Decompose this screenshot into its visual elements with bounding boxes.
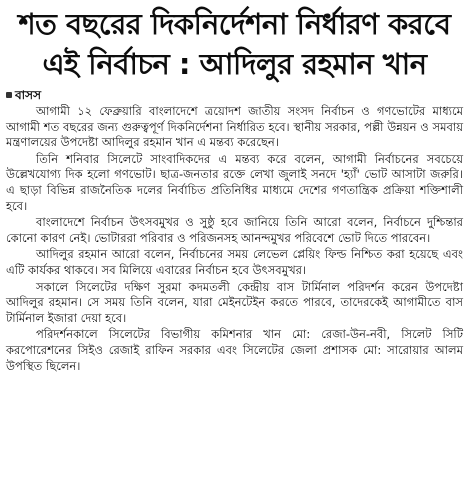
byline-source: বাসস [15, 88, 42, 102]
paragraph-2: তিনি শনিবার সিলেটে সাংবাদিকদের এ মন্তব্য করে বলেন, আগামী নির্বাচনের সবচেয়ে উল্লেখযোগ্য দিক হলো গণভোট। ছাত্র-জনতার রক্তে লেখা জুলাই সনদে 'হ্যাঁ' ভোট আসাটা জরুরি। এ ছাড়া বিভিন্ন রাজনৈতিক দলের নির্বাচিত প্রতিনিধির মাধ্যমে দেশের গণতান্ত্রিক প্রক্রিয়া শক্তিশালী হবে। [6, 151, 463, 213]
article-body [0, 104, 469, 374]
headline [0, 0, 469, 84]
bullet-icon [6, 92, 12, 98]
paragraph-4: আদিলুর রহমান আরো বলেন, নির্বাচনের সময় লেভেল প্লেয়িং ফিল্ড নিশ্চিত করা হয়েছে এবং এটি কার্যকর থাকবে। সব মিলিয়ে এবারের নির্বাচন হবে উৎসবমুখর। [6, 247, 463, 277]
paragraph-1: আগামী ১২ ফেব্রুয়ারি বাংলাদেশে ত্রয়োদশ জাতীয় সংসদ নির্বাচন ও গণভোটের মাধ্যমে আগামী শত বছরের জন্য গুরুত্বপূর্ণ দিকনির্দেশনা নির্ধারিত হবে। স্থানীয় সরকার, পল্লী উন্নয়ন ও সমবায় মন্ত্রণালয়ের উপদেষ্টা আদিলুর রহমান খান এ মন্তব্য করেছেন। [6, 104, 463, 150]
paragraph-6: পরিদর্শনকালে সিলেটের বিভাগীয় কমিশনার খান মো: রেজা-উন-নবী, সিলেট সিটি করপোরেশনের সিইও রেজাই রাফিন সরকার এবং সিলেটের জেলা প্রশাসক মো: সারোয়ার আলম উপস্থিত ছিলেন। [6, 327, 463, 373]
byline [6, 88, 469, 102]
headline-line-2: এই নির্বাচন : আদিলুর রহমান খান [42, 47, 427, 81]
headline-line-1: শত বছরের দিকনির্দেশনা নির্ধারণ করবে [18, 7, 451, 41]
paragraph-3: বাংলাদেশে নির্বাচন উৎসবমুখর ও সুষ্ঠু হবে জানিয়ে তিনি আরো বলেন, নির্বাচনে দুশ্চিন্তার কোনো কারণ নেই। ভোটাররা পরিবার ও পরিজনসহ আনন্দমুখর পরিবেশে ভোট দিতে পারবেন। [6, 215, 463, 245]
paragraph-5: সকালে সিলেটের দক্ষিণ সুরমা কদমতলী কেন্দ্রীয় বাস টার্মিনাল পরিদর্শন করেন উপদেষ্টা আদিলুর রহমান। সে সময় তিনি বলেন, যারা মেইনটেইন করতে পারবে, তাদেরকেই আগামীতে বাস টার্মিনাল ইজারা দেয়া হবে। [6, 279, 463, 325]
